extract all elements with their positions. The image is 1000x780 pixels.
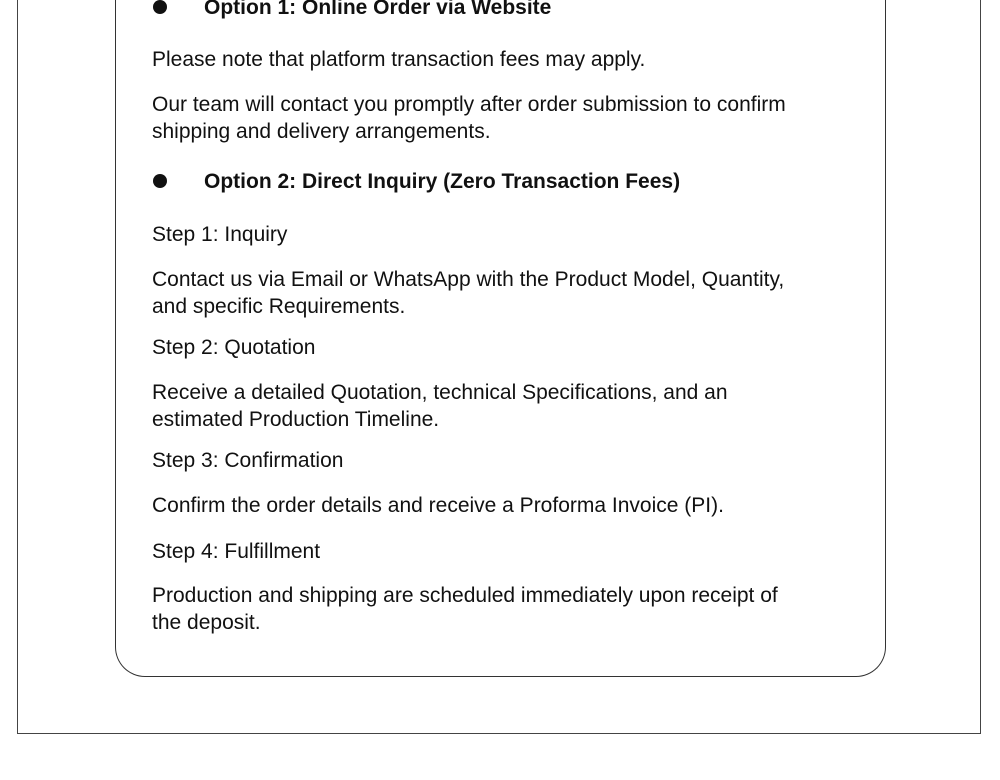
option-1-heading: Option 1: Online Order via Website (204, 0, 552, 19)
option-1-contact-line-2: shipping and delivery arrangements. (152, 120, 491, 143)
bullet-icon (153, 174, 167, 188)
step-4-text-line-1: Production and shipping are scheduled immediately upon receipt of (152, 584, 778, 607)
step-3-text-line-1: Confirm the order details and receive a Proforma Invoice (PI). (152, 494, 724, 517)
step-4-text-line-2: the deposit. (152, 611, 261, 634)
option-1-contact-line-1: Our team will contact you promptly after order submission to confirm (152, 93, 786, 116)
step-3-title: Step 3: Confirmation (152, 449, 344, 472)
step-2-text-line-1: Receive a detailed Quotation, technical Specifications, and an (152, 381, 728, 404)
step-2-title: Step 2: Quotation (152, 336, 316, 359)
option-2-heading: Option 2: Direct Inquiry (Zero Transaction Fees) (204, 170, 681, 193)
step-1-text-line-1: Contact us via Email or WhatsApp with the Product Model, Quantity, (152, 268, 785, 291)
step-1-text-line-2: and specific Requirements. (152, 295, 406, 318)
bullet-icon (153, 0, 167, 14)
step-1-title: Step 1: Inquiry (152, 223, 288, 246)
step-2-text-line-2: estimated Production Timeline. (152, 408, 440, 431)
step-4-title: Step 4: Fulfillment (152, 540, 321, 563)
option-1-fee-note: Please note that platform transaction fees may apply. (152, 48, 646, 71)
